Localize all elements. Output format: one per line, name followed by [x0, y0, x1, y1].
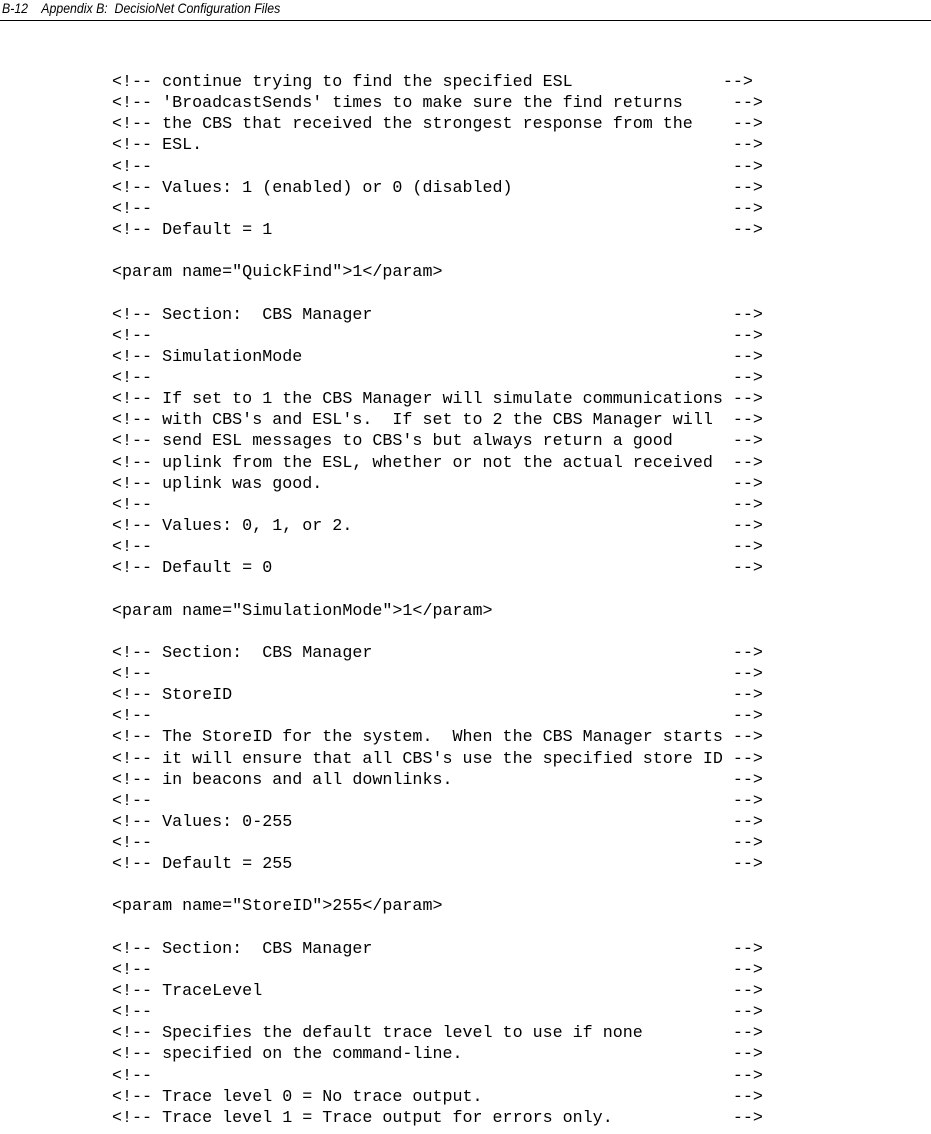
- code-line: <param name="StoreID">255</param>: [112, 897, 443, 917]
- code-line: <!-- If set to 1 the CBS Manager will simulate communications -->: [112, 390, 763, 410]
- code-line: <param name="QuickFind">1</param>: [112, 263, 443, 283]
- code-line: <!-- -->: [112, 834, 763, 854]
- code-line: <!-- -->: [112, 199, 763, 219]
- code-line: <!-- ESL. -->: [112, 136, 763, 156]
- code-line: [112, 579, 763, 600]
- code-line: <!-- -->: [112, 1066, 763, 1086]
- code-line: <!-- Section: CBS Manager -->: [112, 643, 763, 663]
- code-line: [112, 622, 763, 643]
- code-line: <!-- with CBS's and ESL's. If set to 2 the CBS Manager will -->: [112, 411, 763, 431]
- code-line: <!-- Default = 0 -->: [112, 559, 763, 579]
- code-line: <!-- the CBS that received the strongest response from the -->: [112, 115, 763, 135]
- code-line: <!-- uplink was good. -->: [112, 474, 763, 494]
- code-line: <!-- Values: 1 (enabled) or 0 (disabled) -->: [112, 178, 763, 198]
- code-line: <!-- Values: 0, 1, or 2. -->: [112, 516, 763, 536]
- code-line: <!-- specified on the command-line. -->: [112, 1045, 763, 1065]
- code-line: <!-- -->: [112, 326, 763, 346]
- code-line: <!-- it will ensure that all CBS's use the specified store ID -->: [112, 749, 763, 769]
- code-line: <!-- -->: [112, 664, 763, 684]
- code-line: <!-- Trace level 0 = No trace output. -->: [112, 1087, 763, 1107]
- code-line: <!-- Default = 255 -->: [112, 855, 763, 875]
- code-line: <!-- Values: 0-255 -->: [112, 812, 763, 832]
- code-line: <!-- continue trying to find the specified ESL -->: [112, 73, 753, 92]
- header-title: Appendix B: DecisioNet Configuration Files: [41, 0, 281, 16]
- code-line: [112, 875, 763, 896]
- code-line: <!-- -->: [112, 791, 763, 811]
- code-line: <!-- StoreID -->: [112, 686, 763, 706]
- code-line: <!-- -->: [112, 538, 763, 558]
- code-line: <!-- -->: [112, 1003, 763, 1023]
- code-line: <!-- -->: [112, 495, 763, 515]
- code-line: <!-- TraceLevel -->: [112, 982, 763, 1002]
- code-line: <!-- SimulationMode -->: [112, 347, 763, 367]
- code-line: <!-- -->: [112, 960, 763, 980]
- code-line: <!-- send ESL messages to CBS's but always return a good -->: [112, 432, 763, 452]
- code-line: [112, 918, 763, 939]
- header-text: [2, 0, 280, 17]
- code-line: <!-- in beacons and all downlinks. -->: [112, 770, 763, 790]
- code-listing: [112, 72, 763, 1129]
- code-line: <!-- Default = 1 -->: [112, 220, 763, 240]
- page-header: [0, 0, 931, 21]
- code-line: <!-- The StoreID for the system. When the CBS Manager starts -->: [112, 728, 763, 748]
- code-line: <!-- -->: [112, 157, 763, 177]
- code-line: <!-- Trace level 1 = Trace output for errors only. -->: [112, 1108, 763, 1128]
- page-number: B-12: [2, 0, 29, 16]
- code-line: [112, 241, 763, 262]
- code-line: <!-- -->: [112, 368, 763, 388]
- code-line: <!-- 'BroadcastSends' times to make sure the find returns -->: [112, 94, 763, 114]
- code-line: <!-- uplink from the ESL, whether or not the actual received -->: [112, 453, 763, 473]
- code-line: <param name="SimulationMode">1</param>: [112, 601, 493, 621]
- code-line: <!-- -->: [112, 707, 763, 727]
- code-line: <!-- Section: CBS Manager -->: [112, 939, 763, 959]
- code-line: [112, 283, 763, 304]
- code-line: <!-- Specifies the default trace level to use if none -->: [112, 1024, 763, 1044]
- code-line: <!-- Section: CBS Manager -->: [112, 305, 763, 325]
